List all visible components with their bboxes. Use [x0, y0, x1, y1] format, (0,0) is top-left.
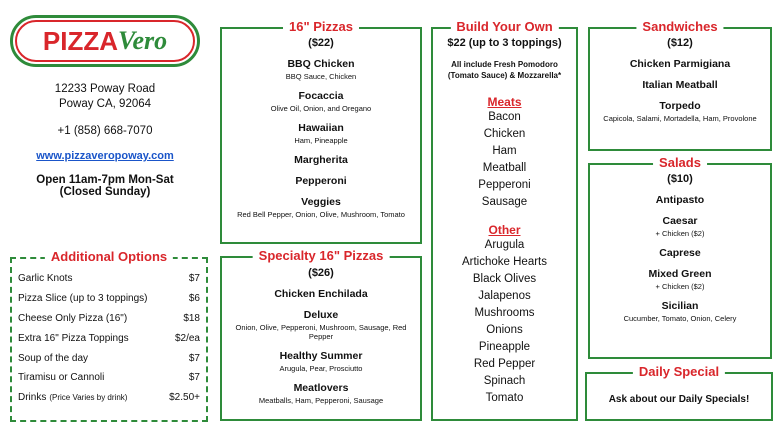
option-name-group: [18, 353, 88, 364]
option-row: [18, 289, 200, 309]
logo-vero: Vero: [117, 26, 168, 55]
logo: [10, 15, 200, 67]
address-line-1: 12233 Poway Road: [54, 83, 156, 95]
specialty-pizza-item-name: Meatlovers: [293, 382, 349, 394]
hours: Open 11am-7pm Mon-Sat: [36, 174, 174, 186]
option-row: [18, 269, 200, 289]
specialty-pizza-item-desc: Meatballs, Ham, Pepperoni, Sausage: [258, 396, 384, 405]
sandwiches-title: Sandwiches: [636, 19, 723, 34]
additional-options-list: [18, 269, 200, 408]
sandwiches-price: ($12): [667, 37, 693, 49]
option-name: Drinks: [18, 392, 47, 404]
specialty-pizza-item-name: Chicken Enchilada: [274, 288, 368, 300]
pizza-item: [226, 90, 416, 113]
specialty-pizza-item-name: Deluxe: [303, 309, 339, 321]
byo-box: [431, 19, 578, 421]
salad-item-name: Caesar: [662, 215, 698, 227]
pizza-item: [226, 196, 416, 219]
option-name-group: [18, 372, 104, 383]
daily-special-title: Daily Special: [633, 364, 725, 379]
specialty-pizza-item: [226, 309, 416, 341]
sandwich-item-name: Italian Meatball: [642, 79, 718, 91]
byo-other-item: Black Olives: [472, 273, 537, 285]
option-name: Garlic Knots: [18, 273, 73, 285]
pizza-item-name: Focaccia: [298, 90, 344, 102]
option-name-group: [18, 392, 127, 403]
option-price: $7: [188, 352, 200, 364]
option-price: $2/ea: [174, 332, 200, 344]
additional-options-box: [10, 249, 208, 422]
specialty-price: ($26): [308, 267, 334, 279]
option-row: [18, 348, 200, 368]
salad-item-name: Sicilian: [661, 300, 699, 312]
daily-special-text: Ask about our Daily Specials!: [608, 394, 750, 405]
pizza-item-name: Margherita: [294, 154, 348, 166]
byo-meat-item: Ham: [492, 145, 517, 157]
specialty-pizza-item: [226, 350, 416, 373]
pizza-item: [226, 175, 416, 187]
byo-meats-list: [435, 109, 574, 211]
restaurant-info: [10, 82, 200, 198]
byo-price: $22 (up to 3 toppings): [447, 37, 562, 49]
specialty-pizza-item: [226, 288, 416, 300]
pizzas16-title: 16" Pizzas: [283, 19, 359, 34]
byo-other-item: Spinach: [483, 375, 526, 387]
option-name-group: [18, 293, 148, 304]
salads-box: [588, 155, 772, 359]
option-note: (Price Varies by drink): [49, 393, 128, 403]
sandwich-item: [592, 58, 768, 70]
salads-title: Salads: [653, 155, 707, 170]
byo-other-heading: Other: [488, 223, 521, 237]
byo-note-line-2: (Tomato Sauce) & Mozzarella*: [447, 71, 562, 80]
salad-item: [592, 194, 768, 206]
option-price: $18: [183, 312, 200, 324]
byo-meat-item: Bacon: [488, 111, 521, 123]
specialty-title: Specialty 16" Pizzas: [253, 248, 390, 263]
pizza-item: [226, 58, 416, 81]
pizza-item-desc: Ham, Pineapple: [294, 136, 348, 145]
daily-special-box: [585, 364, 773, 421]
byo-meat-item: Chicken: [483, 128, 526, 140]
pizza-item: [226, 122, 416, 145]
option-price: $7: [188, 372, 200, 384]
additional-options-title: Additional Options: [45, 249, 173, 264]
specialty-pizza-item: [226, 382, 416, 405]
byo-meat-item: Pepperoni: [478, 179, 531, 191]
pizza-item-name: Veggies: [301, 196, 341, 208]
salads-list: [592, 194, 768, 323]
pizza-item-name: Pepperoni: [295, 175, 347, 187]
byo-other-item: Mushrooms: [474, 307, 535, 319]
option-name: Cheese Only Pizza (16"): [18, 312, 128, 324]
option-row: [18, 328, 200, 348]
pizza-item-desc: Olive Oil, Onion, and Oregano: [270, 104, 372, 113]
salads-price: ($10): [667, 173, 693, 185]
option-name-group: [18, 273, 72, 284]
salad-item-desc: Cucumber, Tomato, Onion, Celery: [623, 314, 737, 323]
salad-item: [592, 247, 768, 259]
byo-meat-item: Meatball: [482, 162, 527, 174]
salad-item-desc: + Chicken ($2): [655, 282, 705, 291]
pizzas16-price: ($22): [308, 37, 334, 49]
phone[interactable]: +1 (858) 668-7070: [57, 125, 153, 137]
salad-item: [592, 300, 768, 323]
option-name-group: [18, 313, 127, 324]
salad-item-desc: + Chicken ($2): [655, 229, 705, 238]
byo-title: Build Your Own: [450, 19, 558, 34]
byo-other-item: Red Pepper: [473, 358, 536, 370]
byo-other-item: Jalapenos: [478, 290, 531, 302]
pizza-item-desc: Red Bell Pepper, Onion, Olive, Mushroom, Tomato: [237, 210, 405, 219]
salad-item: [592, 215, 768, 238]
byo-other-item: Pineapple: [478, 341, 531, 353]
byo-other-item: Artichoke Hearts: [461, 256, 547, 268]
option-price: $6: [188, 293, 200, 305]
salad-item-name: Caprese: [659, 247, 701, 259]
salad-item-name: Mixed Green: [648, 268, 712, 280]
option-row: [18, 309, 200, 329]
option-name-group: [18, 333, 129, 344]
pizzas16-list: [226, 58, 416, 219]
sandwich-item-name: Chicken Parmigiana: [629, 58, 731, 70]
sandwich-item: [592, 79, 768, 91]
specialty-list: [226, 288, 416, 405]
pizza-item-name: Hawaiian: [298, 122, 344, 134]
byo-other-list: [435, 237, 574, 407]
pizzas16-box: [220, 19, 422, 244]
byo-note-line-1: All include Fresh Pomodoro: [451, 60, 558, 69]
logo-pizza: PIZZA: [42, 25, 118, 56]
sandwich-item: [592, 100, 768, 123]
option-name: Extra 16" Pizza Toppings: [18, 332, 129, 344]
sandwich-item-desc: Capicola, Salami, Mortadella, Ham, Provolone: [603, 114, 757, 123]
byo-other-item: Onions: [486, 324, 523, 336]
pizza-item: [226, 154, 416, 166]
byo-meat-item: Sausage: [481, 196, 528, 208]
option-name: Pizza Slice (up to 3 toppings): [18, 293, 148, 305]
specialty-box: [220, 248, 422, 421]
byo-other-item: Tomato: [485, 392, 524, 404]
byo-other-item: Arugula: [484, 239, 525, 251]
option-name: Soup of the day: [18, 352, 89, 364]
salad-item-name: Antipasto: [655, 194, 705, 206]
sandwiches-list: [592, 58, 768, 123]
address-line-2: Poway CA, 92064: [58, 98, 152, 110]
byo-note: [435, 59, 574, 81]
byo-meats-heading: Meats: [487, 95, 522, 109]
option-name: Tiramisu or Cannoli: [18, 372, 105, 384]
sandwich-item-name: Torpedo: [659, 100, 701, 112]
option-price: $2.50+: [169, 392, 200, 404]
pizza-item-desc: BBQ Sauce, Chicken: [285, 72, 357, 81]
hours-closed: (Closed Sunday): [59, 186, 151, 198]
specialty-pizza-item-desc: Arugula, Pear, Prosciutto: [279, 364, 363, 373]
option-row: [18, 388, 200, 408]
salad-item: [592, 268, 768, 291]
option-row: [18, 368, 200, 388]
specialty-pizza-item-name: Healthy Summer: [279, 350, 363, 362]
specialty-pizza-item-desc: Onion, Olive, Pepperoni, Mushroom, Sausage, Red Pepper: [235, 323, 407, 341]
website-link[interactable]: www.pizzaveropoway.com: [36, 150, 174, 162]
sandwiches-box: [588, 19, 772, 151]
option-price: $7: [188, 273, 200, 285]
pizza-item-name: BBQ Chicken: [287, 58, 355, 70]
